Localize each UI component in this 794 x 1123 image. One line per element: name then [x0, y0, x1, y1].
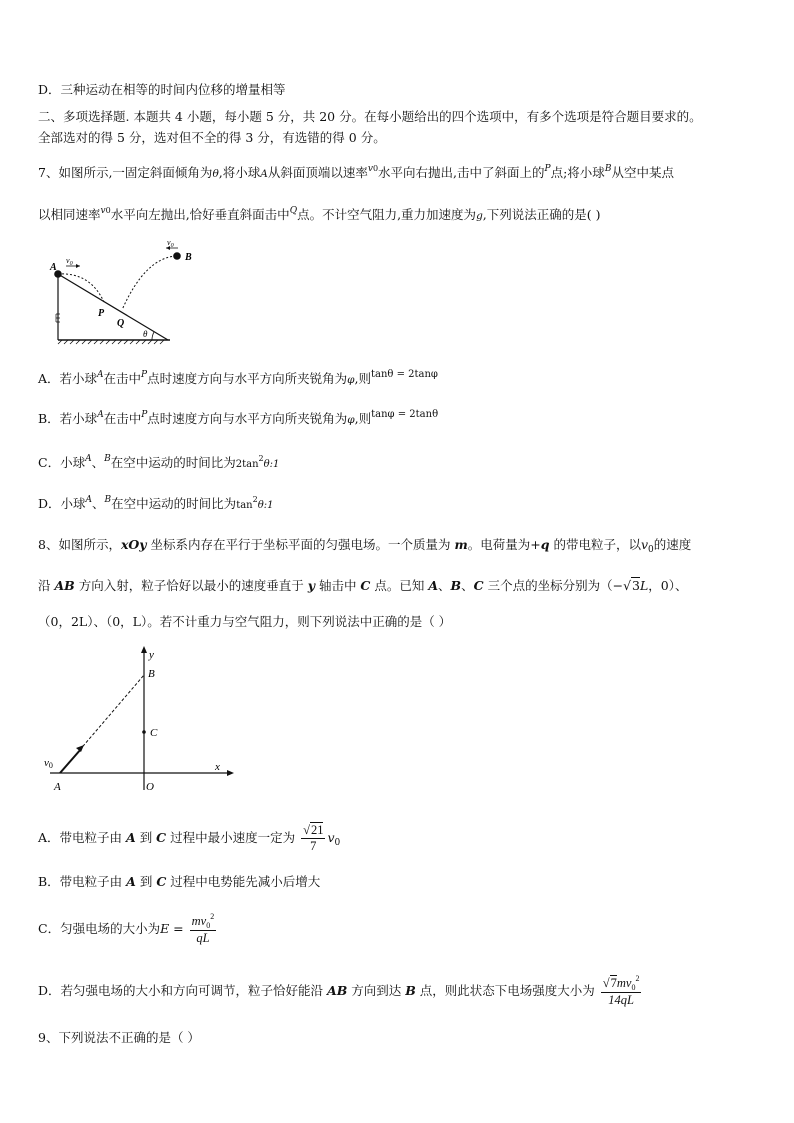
label-b: B	[185, 252, 192, 263]
q7-text: 、	[91, 455, 105, 470]
q8-text: ，0）、	[648, 578, 688, 593]
q8-coordinate-figure	[40, 642, 240, 797]
trajectory-b	[122, 256, 176, 310]
q8-ab: AB	[327, 983, 348, 998]
q7-ratio-c-sup: 2	[258, 454, 264, 463]
label-q: Q	[117, 318, 125, 329]
q8-stem-line1	[38, 537, 691, 555]
q8-eq: =	[169, 921, 188, 936]
q8-sup2: 2	[210, 911, 215, 921]
q7-text: 在击中	[103, 411, 142, 426]
q8-text: B．带电粒子由	[38, 874, 127, 889]
q8-text: 。电荷量为+	[467, 537, 541, 552]
v0-arrowhead-a	[76, 264, 80, 268]
q7-option-a	[38, 371, 438, 389]
q7-text: ,则	[354, 411, 372, 426]
q7-phi: φ	[347, 374, 355, 386]
q7-point-q: Q	[289, 206, 298, 216]
q8-text: 8、如图所示，	[38, 537, 121, 552]
q8-c: C	[156, 830, 167, 845]
q7-text: D．小球	[38, 496, 86, 511]
q7-ball-b: B	[104, 454, 111, 464]
q7-v0: v	[367, 164, 373, 174]
q8-c: C	[473, 578, 484, 593]
q7-incline-figure	[40, 236, 190, 348]
q8-stem-line2: 沿 AB 方向入射，粒子恰好以最小的速度垂直于 y 轴击中 C 点。已知 A、B、C 三个点的坐标分别为（−√3L，0）、	[38, 578, 688, 593]
q8-stem-line3: （0，2L）、（0，L）。若不计重力与空气阻力，则下列说法中正确的是（ ）	[38, 614, 452, 629]
q8-a: A	[126, 874, 136, 889]
q8-fraction-a: $\frac{√21}{7}$	[303, 823, 324, 853]
q8-option-c	[38, 912, 218, 946]
q7-ball-a: A	[97, 410, 104, 420]
q7-g: g	[476, 210, 483, 222]
q8-ab: AB	[54, 578, 75, 593]
q8-text: 坐标系内存在平行于坐标平面的匀强电场。一个质量为	[146, 537, 455, 552]
q7-ratio-d: tan	[236, 500, 253, 511]
q8-fraction-c	[190, 911, 217, 946]
q8-text: 点，则此状态下电场强度大小为	[415, 983, 595, 998]
label-x: x	[215, 761, 220, 773]
q8-m: m	[454, 537, 468, 552]
q8-text: 过程中电势能先减小后增大	[166, 874, 321, 889]
q7-ratio-c-end: θ:1	[263, 459, 280, 470]
q7-text: 在空中运动的时间比为	[111, 496, 237, 511]
q7-ball-b: B	[104, 495, 112, 505]
q8-text: 方向到达	[347, 983, 406, 998]
q7-ratio-d-sup: 2	[252, 495, 258, 504]
q8-fraction-c-den: qL	[196, 930, 210, 945]
incline-slope	[58, 274, 168, 340]
q8-sqrt3: 3	[632, 578, 640, 593]
q8-text: A．带电粒子由	[38, 830, 127, 845]
label-a: A	[54, 781, 61, 793]
q7-text: C．小球	[38, 455, 86, 470]
q8-text: 方向入射，粒子恰好以最小的速度垂直于	[74, 578, 308, 593]
q7-text: 在空中运动的时间比为	[110, 455, 236, 470]
q8-l: L	[639, 578, 649, 593]
q7-text: 水平向右抛出,击中了斜面上的	[378, 165, 545, 180]
q7-point-p: P	[141, 410, 148, 420]
q7-equation-a: tanθ = 2tanφ	[370, 369, 438, 380]
q7-text: 点时速度方向与水平方向所夹锐角为	[147, 371, 348, 386]
q7-ball-a: A	[85, 454, 92, 464]
q8-text: 沿	[38, 578, 55, 593]
q8-v0-sub: 0	[631, 982, 636, 992]
q8-fraction-a-den: 7	[310, 839, 317, 853]
q8-text: 轴击中	[314, 578, 361, 593]
q8-v0: v	[640, 537, 649, 552]
q7-text: ,则	[354, 371, 371, 386]
q7-ball-a: A	[260, 168, 268, 180]
y-axis-arrow	[141, 646, 147, 653]
q7-point-p: P	[544, 164, 551, 174]
q7-text: 点;将小球	[550, 165, 605, 180]
q7-text: ,将小球	[218, 165, 261, 180]
q8-text: 三个点的坐标分别为（	[483, 578, 613, 593]
q7-text: 从斜面顶端以速率	[267, 165, 368, 180]
q8-text: C．匀强电场的大小为	[38, 921, 161, 936]
q8-fraction-d-num: mv	[616, 975, 632, 990]
q8-fraction-d-den: 14qL	[608, 992, 634, 1007]
label-o: O	[146, 781, 154, 793]
q8-minus: −	[612, 578, 624, 593]
q8-q: q	[540, 537, 550, 552]
q7-text: A．若小球	[38, 371, 98, 386]
label-a: A	[50, 262, 57, 273]
q7-text: ,下列说法正确的是( )	[482, 207, 601, 222]
q7-option-d	[38, 496, 273, 514]
q8-c: C	[156, 874, 167, 889]
q8-a: A	[428, 578, 439, 593]
q7-text: B．若小球	[38, 411, 98, 426]
q8-fraction-a-num: 21	[310, 823, 324, 837]
q7-text: 7、如图所示,一固定斜面倾角为	[38, 165, 213, 180]
v0-arrow	[60, 749, 81, 773]
q8-sup2: 2	[635, 973, 640, 983]
q7-text: 从空中某点	[611, 165, 674, 180]
section2-header-line1: 二、多项选择题. 本题共 4 小题，每小题 5 分，共 20 分。在每小题给出的四个选项中，有多个选项是符合题目要求的。	[38, 109, 702, 124]
ball-b	[173, 252, 181, 260]
q7-ball-a: A	[85, 495, 93, 505]
q8-a: A	[126, 830, 136, 845]
label-p: P	[98, 308, 105, 319]
q7-v0: v	[100, 206, 106, 216]
q8-text: 到	[135, 830, 157, 845]
q7-text: 点。不计空气阻力,重力加速度为	[297, 207, 477, 222]
q8-xoy: xOy	[120, 537, 147, 552]
q8-text: 、	[438, 578, 451, 593]
q8-fraction-d: $\frac{√7mv_0^2}{14qL}$	[602, 973, 640, 1007]
q8-v0-sub: 0	[648, 545, 654, 555]
q7-text: 水平向左抛出,恰好垂直斜面击中	[110, 207, 290, 222]
label-v0-a: $v_0$	[66, 256, 73, 267]
label-b: B	[148, 668, 155, 680]
q8-fraction-c-num: mv	[191, 913, 207, 928]
q7-text: 在击中	[103, 371, 142, 386]
q8-fraction-d-root: 7	[610, 975, 617, 990]
point-c	[142, 730, 146, 734]
theta-arc	[152, 332, 154, 340]
q8-text: 点。已知	[370, 578, 429, 593]
label-v0-b: $v_0$	[167, 238, 174, 249]
q8-text: 过程中最小速度一定为	[166, 830, 296, 845]
q7-ball-b: B	[604, 164, 612, 174]
q9-stem: 9、下列说法不正确的是（ ）	[38, 1030, 200, 1045]
q7-ratio-d-end: θ:1	[257, 500, 274, 511]
q8-e: E	[160, 921, 170, 936]
q7-stem-line1	[38, 165, 674, 183]
q8-v0: v	[327, 830, 335, 845]
q8-text: D．若匀强电场的大小和方向可调节，粒子恰好能沿	[38, 983, 327, 998]
q8-text: 的速度	[653, 537, 692, 552]
q8-option-a	[38, 821, 340, 857]
label-v0: v0	[44, 757, 53, 770]
q7-equation-b: tanφ = 2tanθ	[371, 409, 439, 420]
q7-theta: θ	[212, 168, 219, 180]
q7-text: 点时速度方向与水平方向所夹锐角为	[147, 411, 348, 426]
q8-y: y	[307, 578, 315, 593]
q8-option-b	[38, 874, 320, 890]
q8-option-d	[38, 974, 643, 1008]
label-y: y	[149, 649, 154, 661]
q7-v0-sub: 0	[372, 164, 379, 173]
q7-stem-line2	[38, 207, 601, 225]
q8-v0-sub: 0	[206, 920, 211, 930]
q7-ratio-c: 2tan	[235, 459, 259, 470]
q7-text: 、	[92, 496, 105, 511]
label-theta: θ	[143, 329, 148, 339]
q6-option-d: D．三种运动在相等的时间内位移的增量相等	[38, 82, 286, 97]
q7-option-b	[38, 411, 438, 429]
label-c: C	[150, 727, 158, 739]
v0-arrowhead	[76, 745, 84, 752]
q8-text: 、	[461, 578, 474, 593]
q8-text: 到	[135, 874, 157, 889]
q8-b: B	[405, 983, 416, 998]
x-axis-arrow	[227, 770, 234, 776]
q7-v0-sub: 0	[105, 206, 111, 215]
q8-v0-sub: 0	[334, 838, 341, 848]
q7-option-c	[38, 455, 279, 473]
q7-ball-a: A	[97, 370, 104, 380]
q8-c: C	[360, 578, 371, 593]
q7-point-p: P	[141, 370, 148, 380]
q7-phi: φ	[347, 414, 355, 426]
q8-b: B	[450, 578, 462, 593]
q8-text: 的带电粒子，以	[549, 537, 641, 552]
q7-text: 以相同速率	[38, 207, 101, 222]
section2-header-line2: 全部选对的得 5 分，选对但不全的得 3 分，有选错的得 0 分。	[38, 130, 386, 145]
